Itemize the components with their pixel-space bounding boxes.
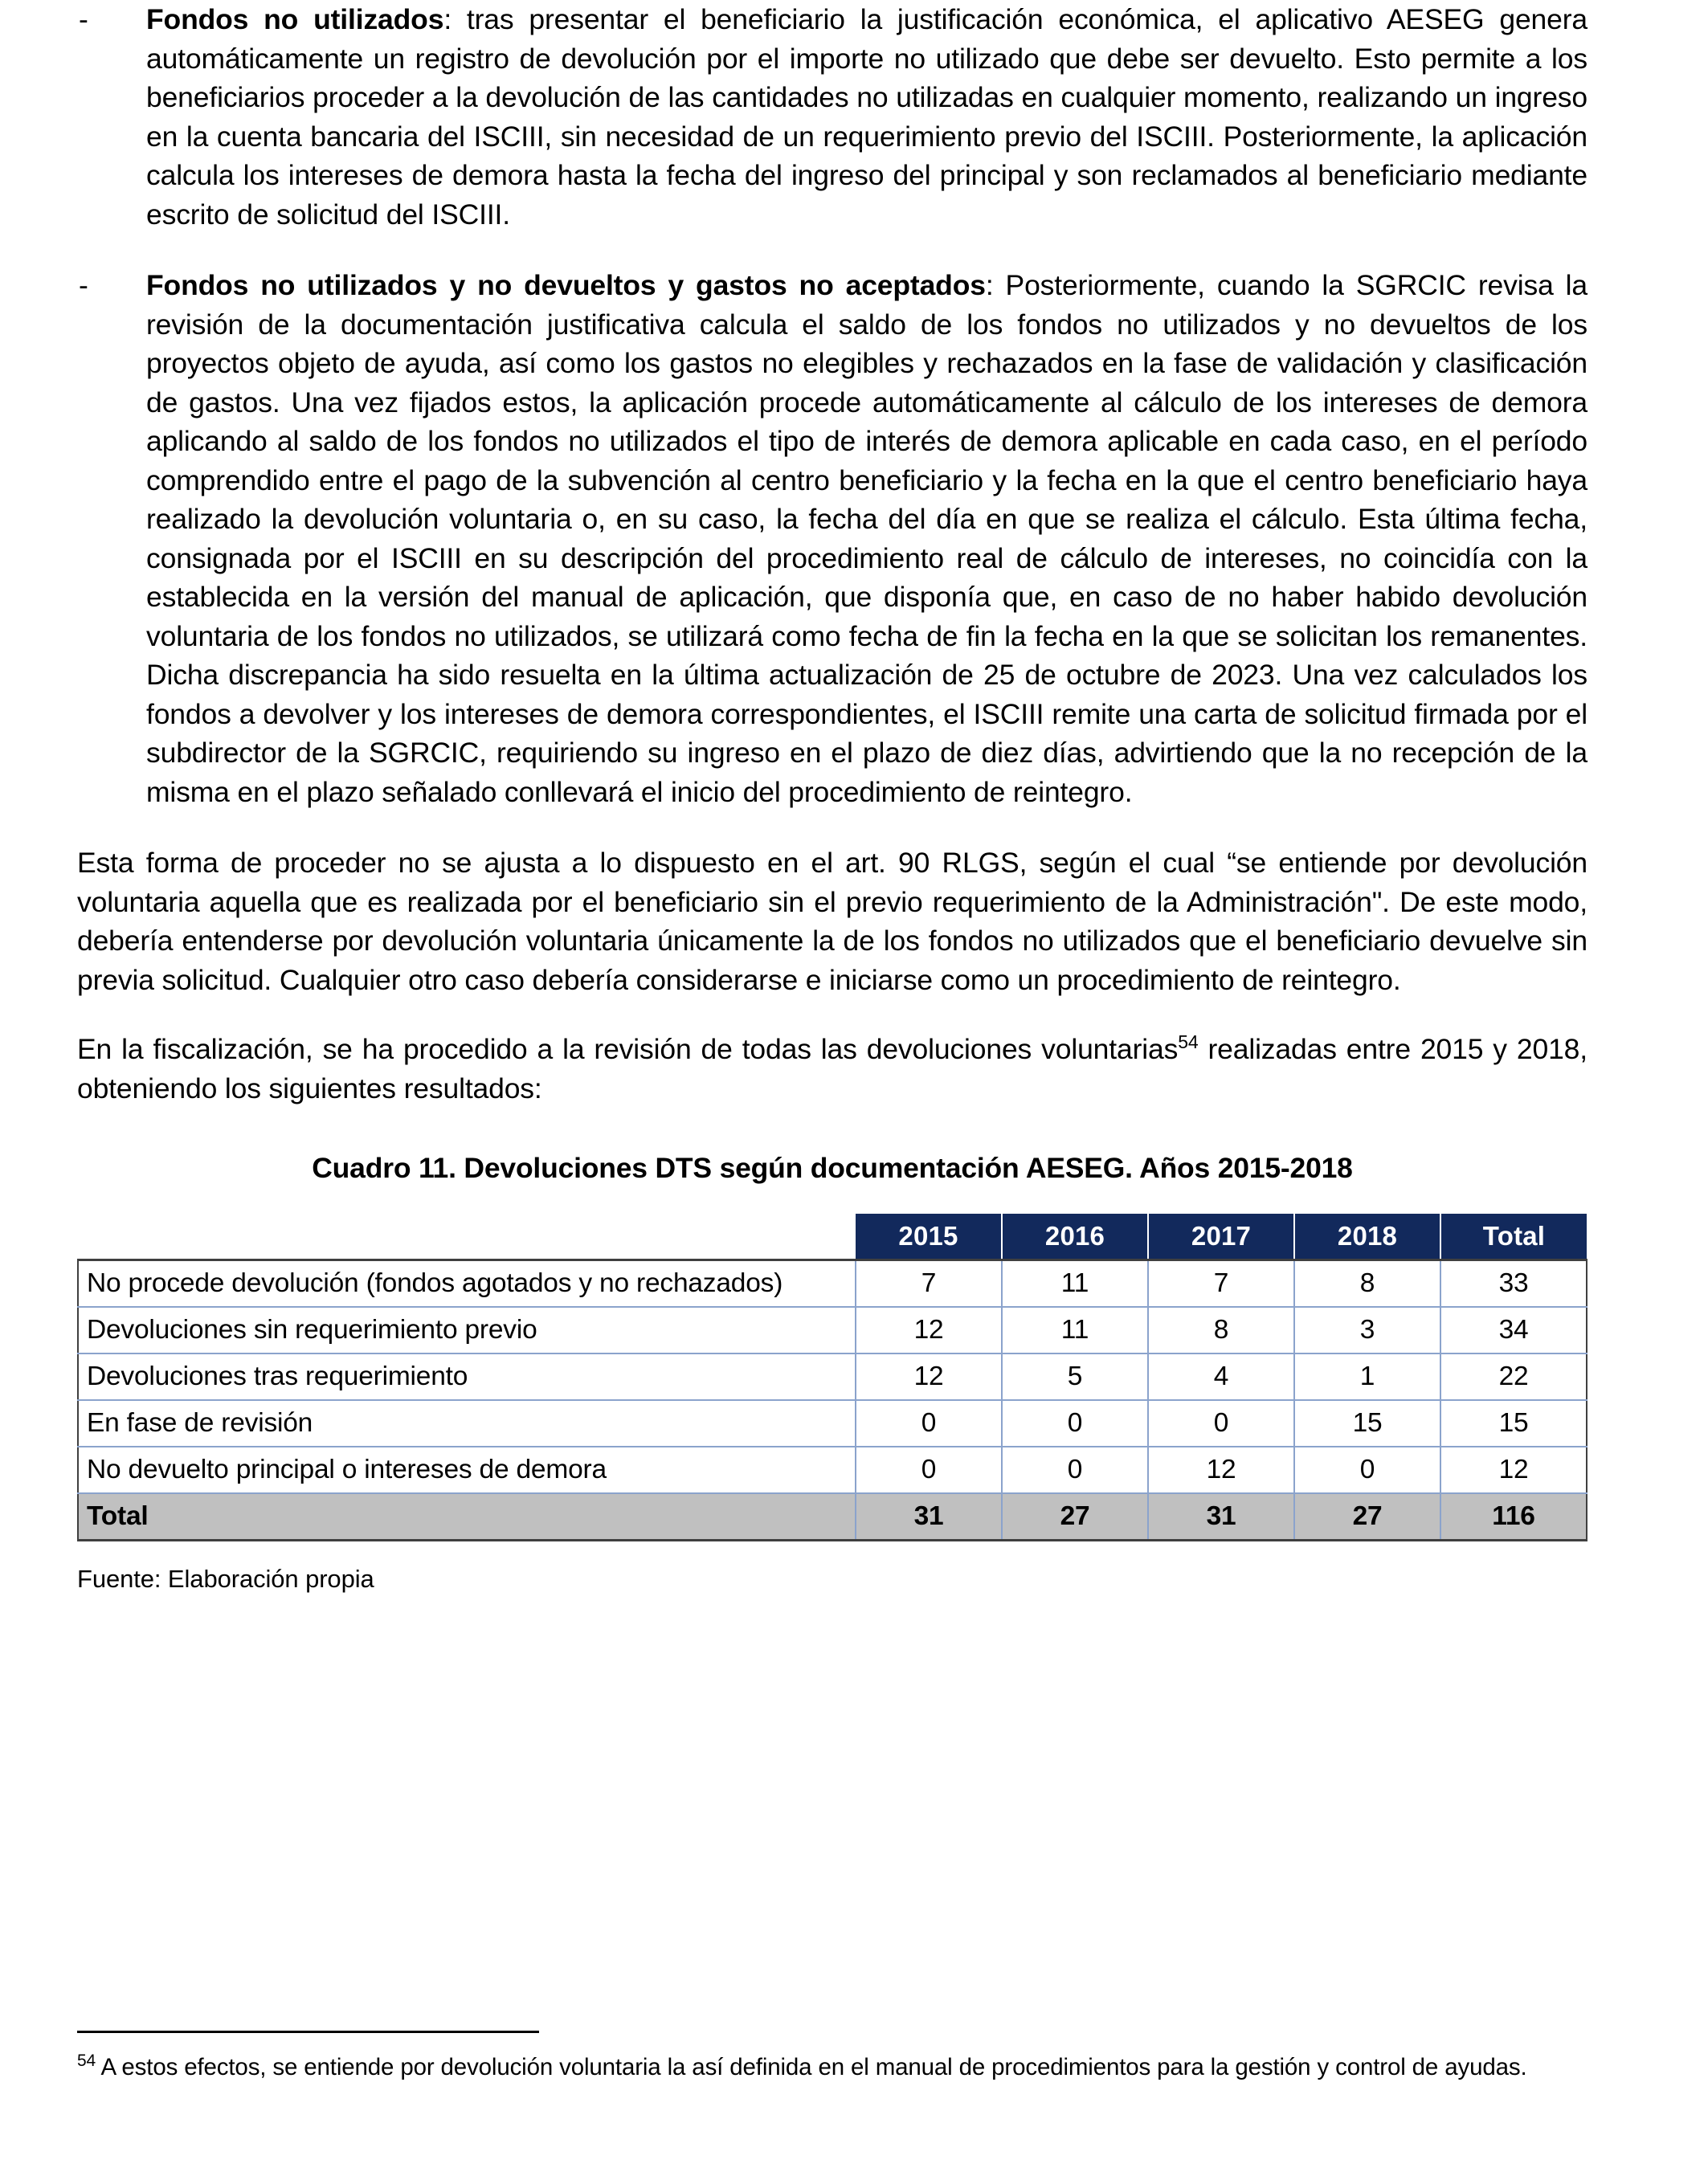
row-label: No devuelto principal o intereses de demora <box>78 1447 856 1493</box>
column-header-2017: 2017 <box>1148 1214 1294 1260</box>
bullet-term: Fondos no utilizados <box>146 3 444 35</box>
footnote-number: 54 <box>77 2052 96 2071</box>
bullet-term: Fondos no utilizados y no devueltos y gastos no aceptados <box>146 269 986 301</box>
bullet-body-text: : Posteriormente, cuando la SGRCIC revisa la revisión de la documentación justificativa calcula el saldo de los fondos no utilizados y no devueltos de los proyectos objeto de ayuda, así como los gastos no elegibles y rechazados en la fase de validación y clasificación de gastos. Una vez fijados estos, la aplicación procede automáticamente al cálculo de los intereses de demora aplicando al saldo de los fondos no utilizados el tipo de interés de demora aplicable en cada caso, en el período comprendido entre el pago de la subvención al centro beneficiario y la fecha en la que el centro beneficiario haya realizado la devolución voluntaria o, en su caso, la fecha del día en que se realiza el cálculo. Esta última fecha, consignada por el ISCIII en su descripción del procedimiento real de cálculo de intereses, no coincidía con la establecida en la versión del manual de aplicación, que disponía que, en caso de no haber habido devolución voluntaria de los fondos no utilizados, se utilizará como fecha de fin la fecha en la que se solicitan los remanentes. Dicha discrepancia ha sido resuelta en la última actualización de 25 de octubre de 2023. Una vez calculados los fondos a devolver y los intereses de demora correspondientes, el ISCIII remite una carta de solicitud firmada por el subdirector de la SGRCIC, requiriendo su ingreso en el plazo de diez días, advirtiendo que la no recepción de la misma en el plazo señalado conllevará el inicio del procedimiento de reintegro. <box>146 269 1587 808</box>
table-row <box>78 1353 1587 1400</box>
cell-2018: 1 <box>1294 1353 1440 1400</box>
table-header-row <box>78 1214 1587 1260</box>
cell-2017: 12 <box>1148 1447 1294 1493</box>
table-row <box>78 1447 1587 1493</box>
total-cell-2018: 27 <box>1294 1493 1440 1541</box>
cell-2015: 0 <box>856 1400 1002 1447</box>
cell-2016: 0 <box>1002 1400 1148 1447</box>
column-header-total: Total <box>1440 1214 1587 1260</box>
bullet-marker: - <box>79 269 88 301</box>
footnote-body: A estos efectos, se entiende por devolución voluntaria la así definida en el manual de procedimientos para la gestión y control de ayudas. <box>96 2054 1527 2080</box>
paragraph-fiscalizacion-before: En la fiscalización, se ha procedido a la revisión de todas las devoluciones voluntarias <box>77 1033 1179 1065</box>
row-label: Devoluciones sin requerimiento previo <box>78 1307 856 1353</box>
total-cell-2016: 27 <box>1002 1493 1148 1541</box>
cell-2016: 11 <box>1002 1260 1148 1308</box>
column-header-2018: 2018 <box>1294 1214 1440 1260</box>
cell-2017: 7 <box>1148 1260 1294 1308</box>
cell-total: 15 <box>1440 1400 1587 1447</box>
paragraph-fiscalizacion <box>77 1030 1587 1108</box>
column-header-2015: 2015 <box>856 1214 1002 1260</box>
cell-2018: 15 <box>1294 1400 1440 1447</box>
paragraph-art90: Esta forma de proceder no se ajusta a lo dispuesto en el art. 90 RLGS, según el cual “se entiende por devolución voluntaria aquella que es realizada por el beneficiario sin el previo requerimiento de la Administración". De este modo, debería entenderse por devolución voluntaria únicamente la de los fondos no utilizados que el beneficiario devuelve sin previa solicitud. Cualquier otro caso debería considerarse e iniciarse como un procedimiento de reintegro. <box>77 847 1587 996</box>
table-container <box>77 1214 1587 1541</box>
table-row <box>78 1260 1587 1308</box>
total-cell-total: 116 <box>1440 1493 1587 1541</box>
cell-2018: 8 <box>1294 1260 1440 1308</box>
cell-2016: 11 <box>1002 1307 1148 1353</box>
cell-2018: 0 <box>1294 1447 1440 1493</box>
footnote-54 <box>77 2051 1587 2084</box>
cell-2015: 0 <box>856 1447 1002 1493</box>
paragraph-fiscalizacion-after: realizadas entre 2015 y 2018, obteniendo los siguientes resultados: <box>77 1033 1587 1104</box>
total-cell-2017: 31 <box>1148 1493 1294 1541</box>
cell-total: 12 <box>1440 1447 1587 1493</box>
table-header <box>78 1214 1587 1260</box>
table-row <box>78 1400 1587 1447</box>
row-label-total: Total <box>78 1493 856 1541</box>
cell-2015: 12 <box>856 1353 1002 1400</box>
table-caption: Cuadro 11. Devoluciones DTS según documentación AESEG. Años 2015-2018 <box>312 1152 1353 1184</box>
cell-2015: 7 <box>856 1260 1002 1308</box>
cell-2017: 0 <box>1148 1400 1294 1447</box>
bullet-marker: - <box>79 3 88 35</box>
table-source-note: Fuente: Elaboración propia <box>77 1565 374 1593</box>
row-label: No procede devolución (fondos agotados y no rechazados) <box>78 1260 856 1308</box>
cell-total: 22 <box>1440 1353 1587 1400</box>
cell-2016: 0 <box>1002 1447 1148 1493</box>
table-row <box>78 1307 1587 1353</box>
row-label: Devoluciones tras requerimiento <box>78 1353 856 1400</box>
list-item <box>77 266 1587 811</box>
cell-2015: 12 <box>856 1307 1002 1353</box>
cell-2016: 5 <box>1002 1353 1148 1400</box>
total-cell-2015: 31 <box>856 1493 1002 1541</box>
cell-2018: 3 <box>1294 1307 1440 1353</box>
row-label: En fase de revisión <box>78 1400 856 1447</box>
list-item <box>77 0 1587 234</box>
cell-total: 34 <box>1440 1307 1587 1353</box>
bullet-list <box>77 0 1587 811</box>
footnote-area <box>77 2031 1587 2084</box>
bullet-text <box>146 266 1587 811</box>
footnote-reference-54[interactable]: 54 <box>1178 1031 1199 1053</box>
table-body <box>78 1260 1587 1541</box>
page-content <box>77 0 1587 1596</box>
bullet-text <box>146 0 1587 234</box>
devoluciones-table <box>77 1214 1587 1541</box>
bullet-body-text: : tras presentar el beneficiario la justificación económica, el aplicativo AESEG genera automáticamente un registro de devolución por el importe no utilizado que debe ser devuelto. Esto permite a los beneficiarios proceder a la devolución de las cantidades no utilizadas en cualquier momento, realizando un ingreso en la cuenta bancaria del ISCIII, sin necesidad de un requerimiento previo del ISCIII. Posteriormente, la aplicación calcula los intereses de demora hasta la fecha del ingreso del principal y son reclamados al beneficiario mediante escrito de solicitud del ISCIII. <box>146 3 1587 231</box>
column-header-2016: 2016 <box>1002 1214 1148 1260</box>
cell-total: 33 <box>1440 1260 1587 1308</box>
footnote-separator <box>77 2031 539 2033</box>
cell-2017: 4 <box>1148 1353 1294 1400</box>
column-header-blank <box>78 1214 856 1260</box>
table-total-row <box>78 1493 1587 1541</box>
cell-2017: 8 <box>1148 1307 1294 1353</box>
